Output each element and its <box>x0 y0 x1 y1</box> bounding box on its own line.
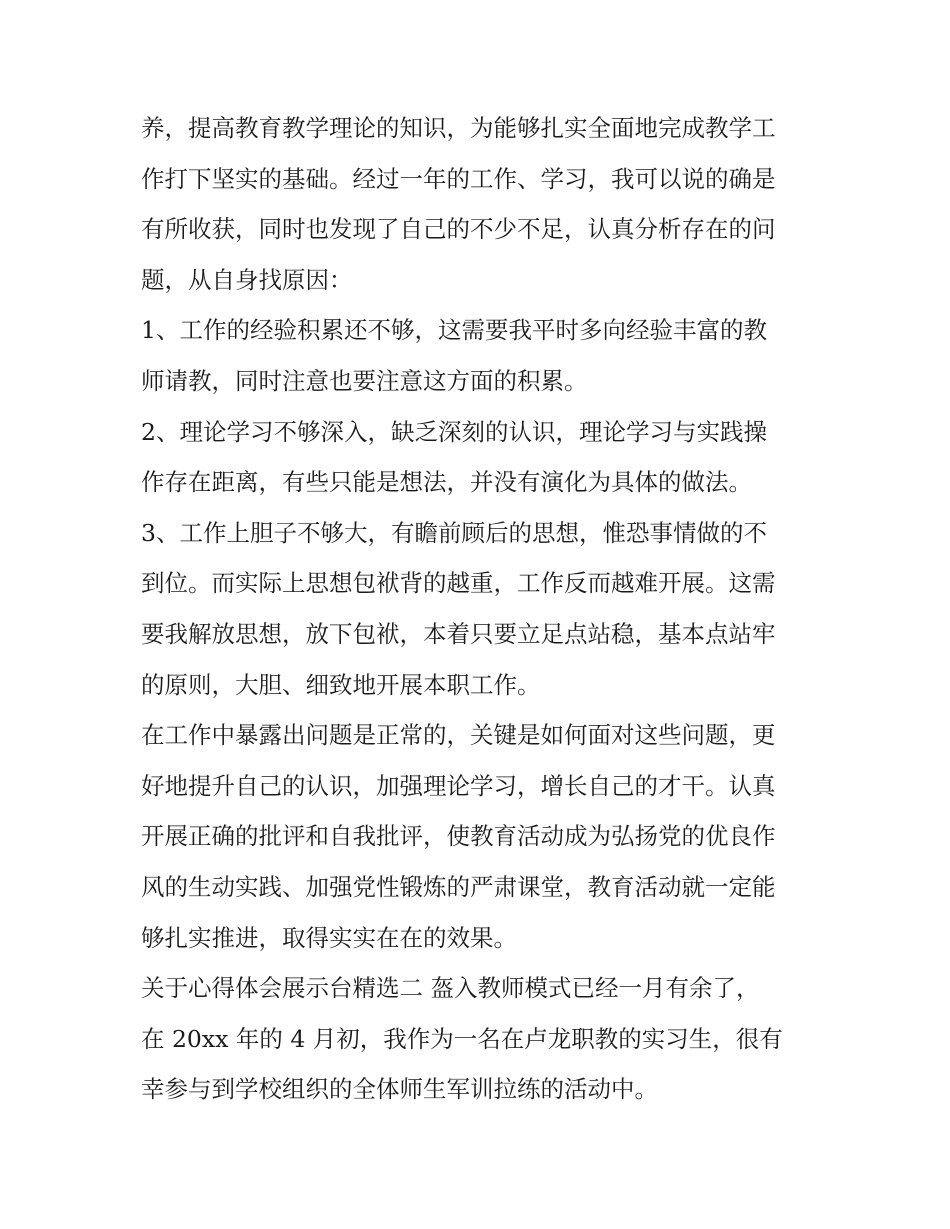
text-line: 题，从自身找原因： <box>141 265 353 294</box>
text-line: 2、理论学习不够深入，缺乏深刻的认识，理论学习与实践操 <box>141 417 767 446</box>
text-line: 养，提高教育教学理论的知识，为能够扎实全面地完成教学工 <box>141 114 776 142</box>
text-line: 有所收获，同时也发现了自己的不少不足，认真分析存在的问 <box>141 215 776 244</box>
text-line: 好地提升自己的认识，加强理论学习，增长自己的才干。认真 <box>141 771 776 800</box>
text-line: 师请教，同时注意也要注意这方面的积累。 <box>141 366 588 395</box>
document-body <box>141 103 821 1115</box>
text-line: 3、工作上胆子不够大，有瞻前顾后的思想，惟恐事情做的不 <box>141 518 767 547</box>
text-line: 够扎实推进，取得实实在在的效果。 <box>141 923 517 952</box>
text-line: 关于心得体会展示台精选二 盔入教师模式已经一月有余了， <box>141 974 760 1003</box>
text-line: 风的生动实践、加强党性锻炼的严肃课堂，教育活动就一定能 <box>141 872 776 901</box>
text-line: 开展正确的批评和自我批评，使教育活动成为弘扬党的优良作 <box>141 822 776 851</box>
text-line: 作存在距离，有些只能是想法，并没有演化为具体的做法。 <box>141 468 752 497</box>
text-line: 的原则，大胆、细致地开展本职工作。 <box>141 670 541 699</box>
text-line: 幸参与到学校组织的全体师生军训拉练的活动中。 <box>141 1075 658 1104</box>
text-line: 作打下坚实的基础。经过一年的工作、学习，我可以说的确是 <box>141 164 776 193</box>
text-line: 1、工作的经验积累还不够，这需要我平时多向经验丰富的教 <box>141 316 767 345</box>
text-line: 要我解放思想，放下包袱，本着只要立足点站稳，基本点站牢 <box>141 619 776 648</box>
text-line: 到位。而实际上思想包袱背的越重，工作反而越难开展。这需 <box>141 569 776 598</box>
text-line: 在工作中暴露出问题是正常的，关键是如何面对这些问题，更 <box>141 721 776 750</box>
text-line: 在 20xx 年的 4 月初，我作为一名在卢龙职教的实习生，很有 <box>141 1024 783 1053</box>
